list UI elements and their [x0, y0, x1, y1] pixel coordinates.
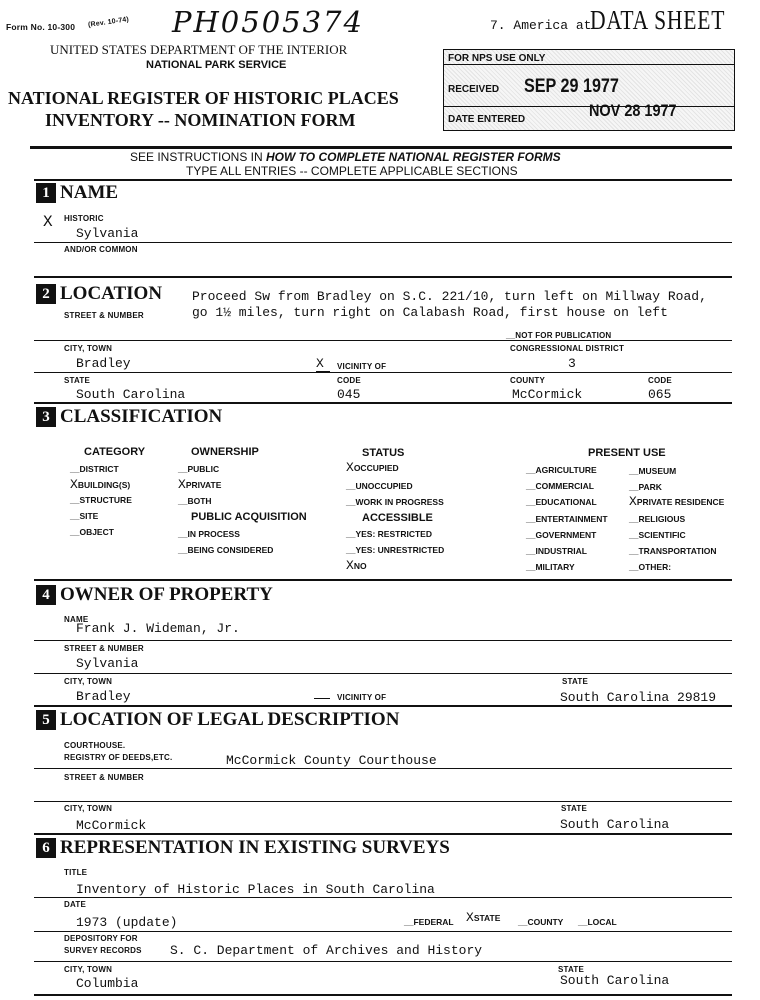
courthouse-label-line1: COURTHOUSE.: [64, 741, 126, 750]
legal-state-label: STATE: [561, 804, 588, 813]
owner-city-label: CITY, TOWN: [64, 677, 113, 686]
street-directions-line1: Proceed Sw from Bradley on S.C. 221/10, turn left on Millway Road,: [192, 289, 707, 304]
survey-date-value: 1973 (update): [76, 915, 178, 930]
section-4-header: [36, 584, 273, 606]
use-park: __PARK: [629, 482, 662, 492]
received-label: RECEIVED: [448, 84, 500, 95]
section-number: 5: [36, 710, 56, 730]
owner-name-label: NAME: [64, 615, 89, 624]
use-educational: __EDUCATIONAL: [526, 497, 597, 507]
historic-label: HISTORIC: [64, 214, 104, 223]
section-number: 2: [36, 284, 56, 304]
section-number: 1: [36, 183, 56, 203]
form-title-line1: NATIONAL REGISTER OF HISTORIC PLACES: [8, 88, 399, 108]
accessible-no: XNO: [346, 558, 367, 573]
instructions-line2: TYPE ALL ENTRIES -- COMPLETE APPLICABLE SECTIONS: [186, 164, 518, 178]
survey-state-label: STATE: [558, 965, 585, 974]
handwritten-id: PH0505374: [172, 5, 364, 39]
section-title: LOCATION: [60, 283, 163, 304]
use-military: __MILITARY: [526, 562, 575, 572]
depository-label-line2: SURVEY RECORDS: [64, 946, 142, 955]
instructions-line1: SEE INSTRUCTIONS IN HOW TO COMPLETE NATIONAL REGISTER FORMS: [130, 150, 561, 164]
use-religious: __RELIGIOUS: [629, 514, 686, 524]
county-code-label: CODE: [648, 376, 672, 385]
use-private-residence: XPRIVATE RESIDENCE: [629, 494, 725, 509]
acquisition-in-process: __IN PROCESS: [178, 529, 240, 539]
congressional-district-value: 3: [568, 356, 576, 371]
category-district: __DISTRICT: [70, 464, 119, 474]
county-code-value: 065: [648, 387, 672, 402]
congressional-district-label: CONGRESSIONAL DISTRICT: [510, 344, 625, 353]
acquisition-being-considered: __BEING CONSIDERED: [178, 545, 274, 555]
owner-city-value: Bradley: [76, 689, 131, 704]
section-1-header: [36, 182, 118, 204]
use-agriculture: __AGRICULTURE: [526, 465, 597, 475]
ownership-heading: OWNERSHIP: [191, 446, 259, 458]
legal-city-value: McCormick: [76, 818, 147, 833]
owner-state-value: South Carolina 29819: [560, 690, 717, 705]
status-work-in-progress: __WORK IN PROGRESS: [346, 497, 444, 507]
category-object: __OBJECT: [70, 527, 114, 537]
survey-date-label: DATE: [64, 900, 86, 909]
section-3-header: [36, 406, 222, 428]
section-5-header: [36, 709, 399, 731]
survey-city-value: Columbia: [76, 976, 139, 991]
survey-federal: __FEDERAL: [404, 917, 454, 927]
use-commercial: __COMMERCIAL: [526, 481, 595, 491]
ownership-both: __BOTH: [178, 496, 212, 506]
owner-state-label: STATE: [562, 677, 589, 686]
survey-city-label: CITY, TOWN: [64, 965, 113, 974]
data-sheet-stamp: DATA SHEET: [590, 5, 726, 35]
section-title: CLASSIFICATION: [60, 406, 223, 427]
status-occupied: XOCCUPIED: [346, 460, 399, 475]
public-acquisition-heading: PUBLIC ACQUISITION: [191, 511, 307, 523]
owner-street-value: Sylvania: [76, 656, 139, 671]
nps-use-only-box: [443, 49, 735, 131]
status-unoccupied: __UNOCCUPIED: [346, 481, 413, 491]
section-number: 4: [36, 585, 56, 605]
category-site: __SITE: [70, 511, 99, 521]
survey-county: __COUNTY: [518, 917, 564, 927]
section-title: OWNER OF PROPERTY: [60, 584, 273, 605]
survey-local: __LOCAL: [578, 917, 617, 927]
historic-name-value: Sylvania: [76, 226, 139, 241]
category-buildings: XBUILDING(S): [70, 477, 131, 492]
courthouse-label-line2: REGISTRY OF DEEDS,ETC.: [64, 753, 173, 762]
use-scientific: __SCIENTIFIC: [629, 530, 686, 540]
form-title-line2: INVENTORY -- NOMINATION FORM: [45, 110, 356, 130]
legal-state-value: South Carolina: [560, 817, 670, 832]
depository-value: S. C. Department of Archives and History: [170, 943, 483, 958]
legal-street-label: STREET & NUMBER: [64, 773, 144, 782]
use-other: __OTHER:: [629, 562, 672, 572]
section-title: LOCATION OF LEGAL DESCRIPTION: [60, 709, 400, 730]
survey-title-label: TITLE: [64, 868, 88, 877]
common-name-label: AND/OR COMMON: [64, 245, 138, 254]
vicinity-check-mark: X: [316, 356, 330, 372]
use-entertainment: __ENTERTAINMENT: [526, 514, 608, 524]
section-title: NAME: [60, 182, 119, 203]
county-value: McCormick: [512, 387, 583, 402]
state-label: STATE: [64, 376, 91, 385]
nps-box-label: FOR NPS USE ONLY: [448, 53, 546, 64]
state-code-value: 045: [337, 387, 361, 402]
street-directions-line2: go 1½ miles, turn right on Calabash Road, first house on left: [192, 305, 668, 320]
street-label: STREET & NUMBER: [64, 311, 144, 320]
accessible-heading: ACCESSIBLE: [362, 512, 433, 524]
top-note: 7. America at: [490, 18, 592, 33]
category-heading: CATEGORY: [84, 446, 146, 458]
category-structure: __STRUCTURE: [70, 495, 132, 505]
present-use-heading: PRESENT USE: [588, 447, 666, 459]
section-title: REPRESENTATION IN EXISTING SURVEYS: [60, 837, 450, 858]
use-government: __GOVERNMENT: [526, 530, 597, 540]
vicinity-label: VICINITY OF: [337, 362, 387, 371]
survey-title-value: Inventory of Historic Places in South Carolina: [76, 882, 435, 897]
legal-city-label: CITY, TOWN: [64, 804, 113, 813]
ownership-public: __PUBLIC: [178, 464, 220, 474]
owner-vicinity-blank: [314, 698, 330, 699]
department-name: UNITED STATES DEPARTMENT OF THE INTERIOR: [50, 42, 348, 57]
state-value: South Carolina: [76, 387, 186, 402]
form-revision: (Rev. 10-74): [87, 16, 130, 29]
courthouse-value: McCormick County Courthouse: [226, 753, 437, 768]
not-for-publication-label: __NOT FOR PUBLICATION: [506, 331, 612, 340]
received-date-stamp: SEP 29 1977: [524, 76, 619, 97]
survey-state-value: South Carolina: [560, 973, 670, 988]
section-2-header: [36, 283, 162, 305]
county-label: COUNTY: [510, 376, 545, 385]
use-industrial: __INDUSTRIAL: [526, 546, 587, 556]
state-code-label: CODE: [337, 376, 361, 385]
owner-name-value: Frank J. Wideman, Jr.: [76, 621, 240, 636]
city-label: CITY, TOWN: [64, 344, 113, 353]
use-transportation: __TRANSPORTATION: [629, 546, 717, 556]
section-number: 6: [36, 838, 56, 858]
date-entered-stamp: NOV 28 1977: [589, 101, 677, 120]
survey-state: XSTATE: [466, 910, 501, 925]
section-6-header: [36, 837, 450, 859]
date-entered-label: DATE ENTERED: [448, 114, 526, 125]
form-number: Form No. 10-300: [6, 22, 76, 32]
city-value: Bradley: [76, 356, 131, 371]
ownership-private: XPRIVATE: [178, 477, 222, 492]
depository-label-line1: DEPOSITORY FOR: [64, 934, 138, 943]
accessible-yes-restricted: __YES: RESTRICTED: [346, 529, 432, 539]
service-name: NATIONAL PARK SERVICE: [146, 59, 287, 71]
historic-check-mark: X: [43, 213, 53, 231]
owner-street-label: STREET & NUMBER: [64, 644, 144, 653]
owner-vicinity-label: VICINITY OF: [337, 693, 387, 702]
section-number: 3: [36, 407, 56, 427]
status-heading: STATUS: [362, 447, 405, 459]
accessible-yes-unrestricted: __YES: UNRESTRICTED: [346, 545, 445, 555]
use-museum: __MUSEUM: [629, 466, 677, 476]
